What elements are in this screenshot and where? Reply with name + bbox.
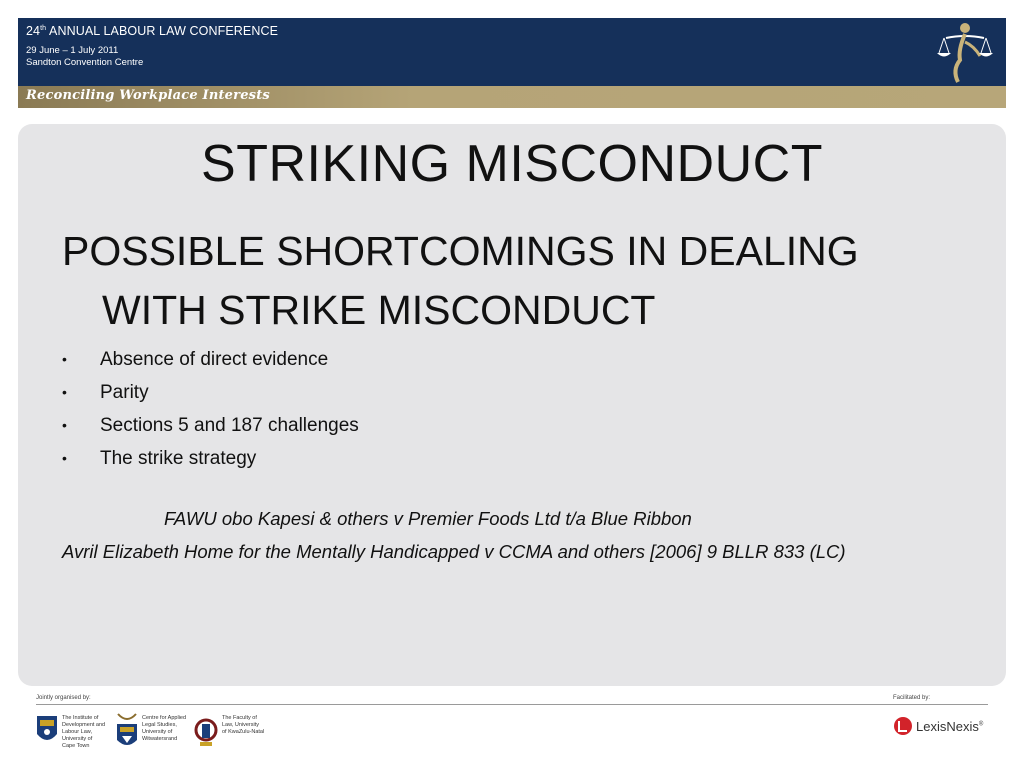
list-item: • Parity — [62, 376, 359, 409]
case-citation-1: FAWU obo Kapesi & others v Premier Foods Ltd t/a Blue Ribbon — [164, 508, 692, 529]
tagline-band — [18, 86, 1006, 108]
conference-venue: Sandton Convention Centre — [26, 57, 144, 68]
facilitated-by-label: Facilitated by: — [893, 695, 931, 701]
conference-header — [18, 18, 1006, 86]
bullet-list — [62, 343, 359, 475]
org-wits-text: Centre for Applied Legal Studies, University of Witwatersrand — [142, 715, 187, 742]
bullet-icon: • — [62, 450, 67, 466]
list-item: • Absence of direct evidence — [62, 343, 359, 376]
list-item: • Sections 5 and 187 challenges — [62, 409, 359, 442]
conference-details — [26, 45, 143, 69]
conference-tagline: Reconciling Workplace Interests — [26, 88, 270, 103]
footer-divider — [36, 704, 988, 705]
lexisnexis-logo-icon — [893, 716, 913, 736]
conference-dates: 29 June – 1 July 2011 — [26, 45, 119, 56]
slide-subtitle — [62, 222, 962, 340]
org-uct-text: The Institute of Development and Labour Law, University of Cape Town — [62, 715, 106, 749]
conference-title: 24th ANNUAL LABOUR LAW CONFERENCE — [26, 24, 279, 38]
wits-crest-icon — [114, 712, 140, 752]
bullet-icon: • — [62, 384, 67, 400]
subtitle-line-1: POSSIBLE SHORTCOMINGS IN DEALING — [62, 228, 859, 274]
bullet-icon: • — [62, 351, 67, 367]
ukzn-crest-icon — [194, 712, 218, 752]
subtitle-line-2: WITH STRIKE MISCONDUCT — [102, 287, 656, 333]
case-citation-2: Avril Elizabeth Home for the Mentally Handicapped v CCMA and others [2006] 9 BLLR 833 (LC) — [62, 541, 846, 562]
scales-of-justice-icon — [930, 20, 1000, 84]
uct-crest-icon — [36, 712, 58, 752]
sponsor-name: LexisNexis® — [916, 719, 984, 734]
list-item: • The strike strategy — [62, 442, 359, 475]
slide-content — [18, 124, 1006, 686]
organised-by-label: Jointly organised by: — [36, 695, 91, 701]
bullet-icon: • — [62, 417, 67, 433]
org-ukzn-text: The Faculty of Law, University of KwaZulu-Natal — [222, 715, 265, 735]
slide-title: STRIKING MISCONDUCT — [201, 135, 823, 193]
